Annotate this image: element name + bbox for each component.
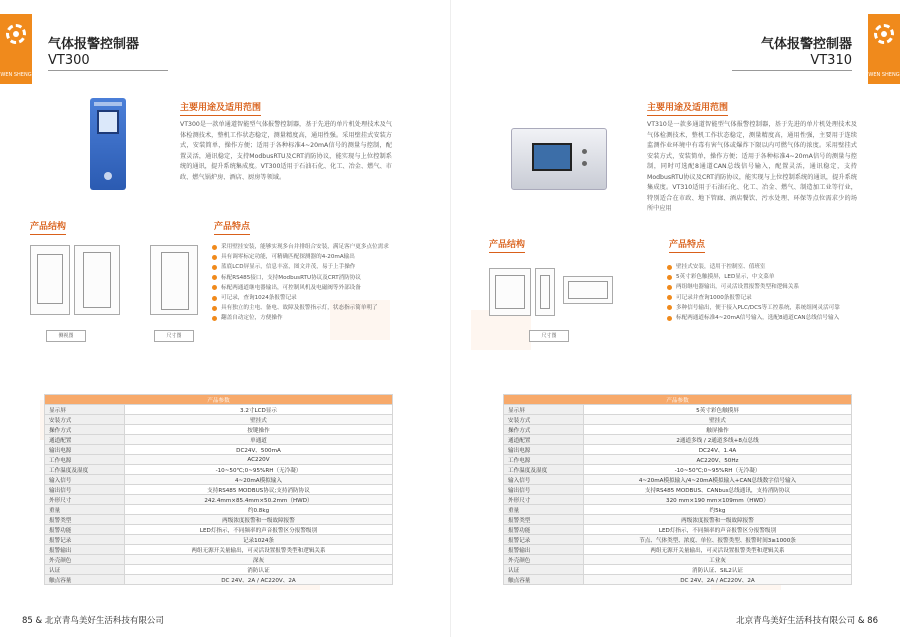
- table-row: [504, 575, 852, 585]
- structure-title: 产品结构: [30, 219, 66, 232]
- spec-key: 认证: [504, 565, 584, 575]
- structure-drawing-dim: [150, 245, 198, 315]
- spec-key: 重量: [504, 505, 584, 515]
- spec-value: 支持RS485 MODBUS、CANbus总线通讯，支持消防协议: [584, 485, 852, 495]
- feature-list: [212, 242, 389, 324]
- table-row: [45, 545, 393, 555]
- spec-value: LED灯指示，不同频率的声音报警区分报警级别: [584, 525, 852, 535]
- model-name: VT310: [810, 53, 852, 68]
- spec-key: 工作温度及湿度: [45, 465, 125, 475]
- spec-key: 输入信号: [504, 475, 584, 485]
- usage-title: 主要用途及适用范围: [180, 100, 261, 113]
- spec-value: 5英寸彩色触摸屏: [584, 405, 852, 415]
- table-row: [45, 455, 393, 465]
- footer: 北京青鸟美好生活科技有限公司 & 86: [736, 616, 878, 626]
- spec-value: 320 mm×190 mm×109mm（HWD）: [584, 495, 852, 505]
- spec-value: DC 24V、2A / AC220V、2A: [125, 575, 393, 585]
- feature-list: [667, 262, 840, 323]
- list-item: 采用壁挂安装，能够实现多台并排组合安装，满足客户更多点位需求: [212, 242, 389, 252]
- spec-value: -10~50℃;0~95%RH（无冷凝）: [125, 465, 393, 475]
- brand-badge: [0, 14, 32, 84]
- spec-key: 显示屏: [45, 405, 125, 415]
- spec-key: 报警输出: [45, 545, 125, 555]
- table-row: [504, 435, 852, 445]
- spec-value: AC220V、50Hz: [584, 455, 852, 465]
- list-item: 两组继电器输出，可灵活设置报警类型和逻辑关系: [667, 282, 840, 292]
- list-item: 蓝底LCD屏显示，信息丰富，图文并茂，易于上手操作: [212, 262, 389, 272]
- features-title: 产品特点: [669, 237, 705, 250]
- list-item: 壁挂式安装，适用于控制室、值班室: [667, 262, 840, 272]
- structure-drawing-side: [74, 245, 120, 315]
- table-row: [45, 475, 393, 485]
- page-title: 气体报警控制器: [48, 37, 140, 52]
- caption: 侧视图: [46, 330, 86, 342]
- decorative-block: [471, 310, 531, 350]
- spec-key: 工作电源: [45, 455, 125, 465]
- spec-key: 通道配置: [45, 435, 125, 445]
- spec-key: 输出电源: [504, 445, 584, 455]
- spec-key: 安装方式: [45, 415, 125, 425]
- table-row: [504, 515, 852, 525]
- table-row: [504, 535, 852, 545]
- structure-title: 产品结构: [489, 237, 525, 250]
- spec-value: DC 24V、2A / AC220V、2A: [584, 575, 852, 585]
- spec-value: 按键操作: [125, 425, 393, 435]
- table-row: [504, 465, 852, 475]
- table-header: 产品参数: [504, 395, 852, 405]
- spec-value: -10~50℃;0~95%RH（无冷凝）: [584, 465, 852, 475]
- table-row: [45, 465, 393, 475]
- spec-value: 节点、气体类型、浓度、单位、报警类型、报警时间3≥1000条: [584, 535, 852, 545]
- brand-badge: [868, 14, 900, 84]
- spec-value: 3.2寸LCD显示: [125, 405, 393, 415]
- table-row: [45, 485, 393, 495]
- table-header: 产品参数: [45, 395, 393, 405]
- gear-icon: [874, 24, 894, 44]
- usage-text: VT310是一款多通道智能型气体报警控制器，基于先进的单片机处理技术及气体检测技术，整机工作状态稳定，测量精度高，通用性强，主要用于连续监测作业环境中有毒有害气体或爆炸下限以内可燃气体的浓度。采用壁挂式安装方式，安装简单，操作方便；适用于各种标准4~20mA信号的测量与控制，同时可选配8通道CAN总线信号输入，配置灵活，通讯稳定，支持ModbusRTU协议及CRT消防协议，能实现与上位控制系统的通讯，提升系统集成度。VT310适用于石油石化、化工、冶金、燃气、制造加工业等行业，特别适合在市政、地下管廊、酒店餐饮、污水处理、环保等点位需求少的场所中应用: [647, 121, 857, 212]
- spec-value: 消防认证: [125, 565, 393, 575]
- divider: [732, 70, 852, 71]
- spec-value: 记录1024条: [125, 535, 393, 545]
- spec-key: 外形尺寸: [504, 495, 584, 505]
- table-row: [45, 435, 393, 445]
- table-row: [45, 575, 393, 585]
- table-row: [504, 485, 852, 495]
- table-row: [504, 495, 852, 505]
- list-item: 标配两通道标准4~20mA信号输入，选配8通道CAN总线信号输入: [667, 313, 840, 323]
- spec-key: 报警功能: [504, 525, 584, 535]
- spec-value: 两级浓度报警和一级故障报警: [584, 515, 852, 525]
- footer: 85 & 北京青鸟美好生活科技有限公司: [22, 616, 164, 626]
- spec-value: AC220V: [125, 455, 393, 465]
- spec-value: 壁挂式: [125, 415, 393, 425]
- list-item: 具有调零标定功能，可精确匹配探测器的4-20mA输出: [212, 252, 389, 262]
- table-row: [504, 545, 852, 555]
- spec-value: 两级浓度报警和一级故障报警: [125, 515, 393, 525]
- table-row: [45, 495, 393, 505]
- page-title: 气体报警控制器: [760, 37, 852, 52]
- list-item: 具有独立的主电、备电、故障及报警指示灯，状态指示简单明了: [212, 303, 389, 313]
- usage-title: 主要用途及适用范围: [647, 100, 728, 113]
- caption: 尺寸图: [529, 330, 569, 342]
- spec-key: 工作电源: [504, 455, 584, 465]
- product-image-vt300: [90, 98, 126, 190]
- spec-value: 两组无源开关量输出，可灵活设置报警类型和逻辑关系: [584, 545, 852, 555]
- spec-value: 约0.8kg: [125, 505, 393, 515]
- table-row: [45, 555, 393, 565]
- spec-value: 242.4mm×85.4mm×50.2mm（HWD）: [125, 495, 393, 505]
- table-row: [504, 475, 852, 485]
- spec-key: 输入信号: [45, 475, 125, 485]
- spec-key: 操作方式: [504, 425, 584, 435]
- spec-key: 报警记录: [504, 535, 584, 545]
- structure-drawing-side: [535, 268, 555, 316]
- structure-drawing-side: [30, 245, 70, 315]
- table-row: [45, 565, 393, 575]
- spec-table: [44, 394, 393, 585]
- list-item: 多种信号输出，便于接入PLC/DCS等工控系统，系统组网灵活可靠: [667, 303, 840, 313]
- spec-key: 外形尺寸: [45, 495, 125, 505]
- table-row: [45, 415, 393, 425]
- spec-table: [503, 394, 852, 585]
- list-item: 标配RS485接口，支持ModbusRTU协议及CRT消防协议: [212, 273, 389, 283]
- spec-key: 触点容量: [504, 575, 584, 585]
- spec-key: 外壳颜色: [504, 555, 584, 565]
- spec-key: 输出信号: [504, 485, 584, 495]
- spec-key: 工作温度及湿度: [504, 465, 584, 475]
- spec-value: 消防认证、SIL2认证: [584, 565, 852, 575]
- features-title: 产品特点: [214, 219, 250, 232]
- spec-value: DC24V、1.4A: [584, 445, 852, 455]
- divider: [48, 70, 168, 71]
- spec-key: 报警记录: [45, 535, 125, 545]
- list-item: 5英寸彩色触摸屏，LED显示，中文菜单: [667, 272, 840, 282]
- list-item: 标配两通道继电器输出，可控制风机及电磁阀等外部设备: [212, 283, 389, 293]
- spec-value: DC24V、500mA: [125, 445, 393, 455]
- list-item: 可记录并查询1000条报警记录: [667, 293, 840, 303]
- table-row: [45, 425, 393, 435]
- spec-key: 输出电源: [45, 445, 125, 455]
- spec-key: 触点容量: [45, 575, 125, 585]
- spec-key: 操作方式: [45, 425, 125, 435]
- table-row: [504, 405, 852, 415]
- spec-value: 2通道多线 / 2通道多线+8点总线: [584, 435, 852, 445]
- spec-value: LED灯指示，不同频率的声音报警区分报警级别: [125, 525, 393, 535]
- spec-key: 报警功能: [45, 525, 125, 535]
- brand-name: WEN SHENG: [868, 72, 900, 78]
- spec-value: 两组无源开关量输出，可灵活设置报警类型和逻辑关系: [125, 545, 393, 555]
- list-item: 可记录，查询1024条报警记录: [212, 293, 389, 303]
- table-row: [504, 565, 852, 575]
- spec-key: 报警输出: [504, 545, 584, 555]
- spec-value: 4~20mA模拟输入/4~20mA模拟输入+CAN总线数字信号输入: [584, 475, 852, 485]
- page-right: [450, 0, 900, 637]
- spec-value: 壁挂式: [584, 415, 852, 425]
- spec-key: 认证: [45, 565, 125, 575]
- caption: 尺寸图: [154, 330, 194, 342]
- spec-key: 外壳颜色: [45, 555, 125, 565]
- spec-value: 深灰: [125, 555, 393, 565]
- spec-value: 支持RS485 MODBUS协议;支持消防协议: [125, 485, 393, 495]
- table-row: [45, 445, 393, 455]
- brand-name: WEN SHENG: [0, 72, 32, 78]
- spec-value: 单通道: [125, 435, 393, 445]
- spec-key: 重量: [45, 505, 125, 515]
- table-row: [504, 415, 852, 425]
- table-row: [45, 525, 393, 535]
- table-row: [504, 445, 852, 455]
- spec-key: 报警类型: [45, 515, 125, 525]
- table-row: [504, 505, 852, 515]
- model-name: VT300: [48, 53, 90, 68]
- spec-value: 约5kg: [584, 505, 852, 515]
- spec-key: 输出信号: [45, 485, 125, 495]
- table-row: [504, 455, 852, 465]
- product-image-vt310: [511, 128, 607, 190]
- spec-key: 安装方式: [504, 415, 584, 425]
- spec-value: 触屏操作: [584, 425, 852, 435]
- table-row: [504, 425, 852, 435]
- spec-key: 显示屏: [504, 405, 584, 415]
- spec-value: 4~20mA模拟输入: [125, 475, 393, 485]
- spec-key: 报警类型: [504, 515, 584, 525]
- usage-text: VT300是一款单通道智能型气体报警控制器，基于先进的单片机处理技术及气体检测技术，整机工作状态稳定，测量精度高，通用性强。采用壁挂式安装方式，安装简单，操作方便；适用于各种标准4~20mA信号的测量与控制，配置灵活，通讯稳定，支持ModbusRTU及CRT消防协议，能实现与上位控制系统的通讯，提升系统集成度。VT300适用于石油石化、化工、冶金、燃气、市政、燃气锅炉房、酒店、厨房等领域。: [180, 121, 392, 181]
- spec-value: 工业灰: [584, 555, 852, 565]
- table-row: [45, 405, 393, 415]
- spec-key: 通道配置: [504, 435, 584, 445]
- table-row: [45, 535, 393, 545]
- list-item: 翻盖自动定位，方便操作: [212, 313, 389, 323]
- gear-icon: [6, 24, 26, 44]
- table-row: [504, 555, 852, 565]
- table-row: [504, 525, 852, 535]
- structure-drawing-top: [563, 276, 613, 304]
- table-row: [45, 515, 393, 525]
- table-row: [45, 505, 393, 515]
- structure-drawing-front: [489, 268, 531, 316]
